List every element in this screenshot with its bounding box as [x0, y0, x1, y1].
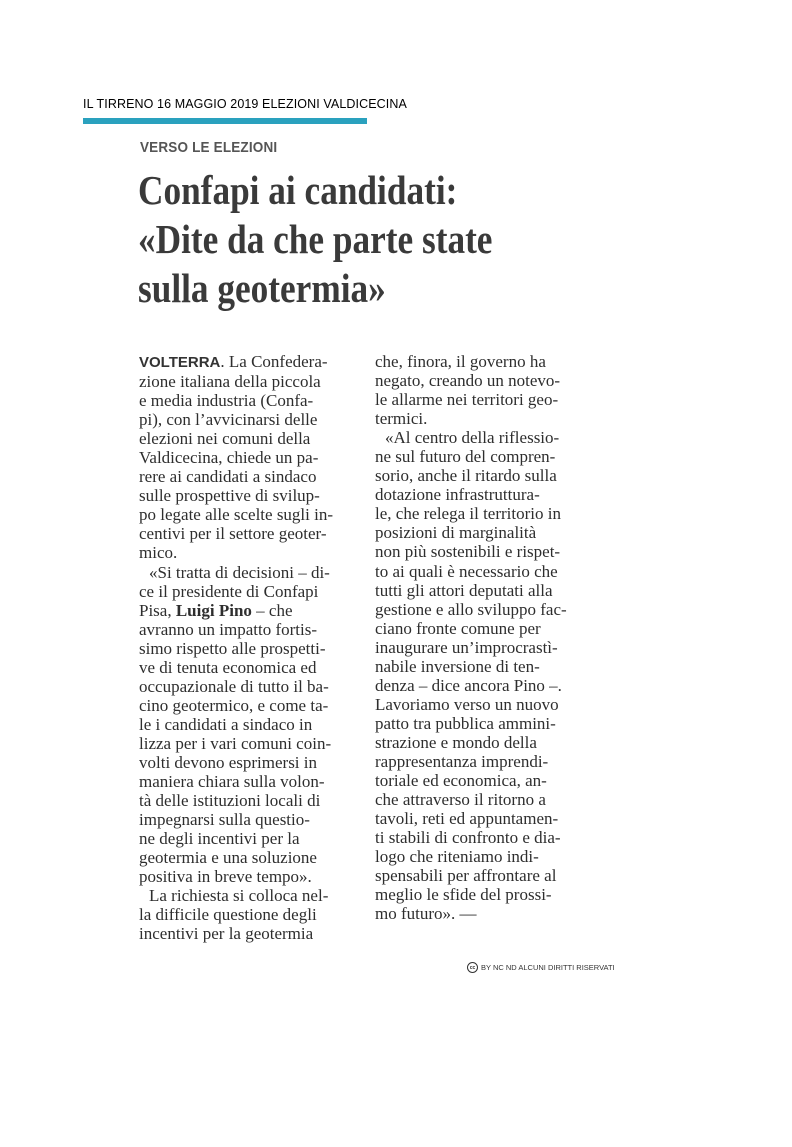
article-kicker: VERSO LE ELEZIONI	[140, 139, 278, 156]
copyright-text: BY NC ND ALCUNI DIRITTI RISERVATI	[481, 963, 615, 972]
text-line: nabile inversione di ten-	[375, 656, 540, 676]
text-line: mico.	[139, 543, 178, 563]
text-line: rere ai candidati a sindaco	[139, 467, 317, 487]
text-line: geotermia e una soluzione	[139, 848, 317, 868]
text-line: pi), con l’avvicinarsi delle	[139, 410, 318, 430]
text-line: Pisa, Luigi Pino – che	[139, 600, 293, 620]
headline-line: «Dite da che parte state	[138, 216, 493, 262]
text-line: sorio, anche il ritardo sulla	[375, 466, 557, 486]
text-line: VOLTERRA. La Confedera-	[139, 352, 328, 371]
text-line: occupazionale di tutto il ba-	[139, 676, 329, 696]
text-line: tutti gli attori deputati alla	[375, 580, 553, 600]
text-line: La richiesta si colloca nel-	[149, 886, 329, 906]
text-line: maniera chiara sulla volon-	[139, 772, 325, 792]
text-line: gestione e allo sviluppo fac-	[375, 599, 567, 619]
text-line: ve di tenuta economica ed	[139, 657, 317, 677]
text-line: logo che riteniamo indi-	[375, 847, 539, 867]
text-line: tavoli, reti ed appuntamen-	[375, 809, 559, 829]
text-line: elezioni nei comuni della	[139, 429, 311, 449]
text-line: toriale ed economica, an-	[375, 771, 547, 791]
text-line: sulle prospettive di svilup-	[139, 486, 320, 506]
text-line: e media industria (Confa-	[139, 391, 314, 411]
text-line: incentivi per la geotermia	[139, 924, 314, 944]
text-line: simo rispetto alle prospetti-	[139, 638, 326, 658]
text-line: «Al centro della riflessio-	[385, 428, 560, 448]
article-headline	[138, 166, 618, 313]
text-line: ce il presidente di Confapi	[139, 581, 319, 601]
text-line: volti devono esprimersi in	[139, 752, 318, 772]
text-line: rappresentanza imprendi-	[375, 751, 549, 771]
headline-line: sulla geotermia»	[138, 265, 386, 311]
text-line: posizioni di marginalità	[375, 523, 537, 543]
copyright-notice	[467, 962, 615, 973]
text-line: mo futuro». —	[375, 904, 477, 924]
text-line: ne degli incentivi per la	[139, 829, 300, 849]
text-line: ne sul futuro del compren-	[375, 447, 556, 467]
text-line: le allarme nei territori geo-	[375, 390, 559, 410]
text-line: termici.	[375, 409, 428, 429]
text-line: meglio le sfide del prossi-	[375, 885, 552, 905]
text-line: dotazione infrastruttura-	[375, 485, 540, 505]
text-line: patto tra pubblica ammini-	[375, 713, 556, 733]
text-line: strazione e mondo della	[375, 732, 537, 752]
dateline: VOLTERRA	[139, 354, 221, 371]
text-line: zione italiana della piccola	[139, 372, 321, 392]
article-column-left	[139, 352, 361, 943]
text-line: «Si tratta di decisioni – di-	[149, 562, 330, 582]
text-line: che, finora, il governo ha	[375, 352, 546, 371]
text-line: spensabili per affrontare al	[375, 866, 557, 886]
text-line: avranno un impatto fortis-	[139, 619, 317, 639]
text-line: Lavoriamo verso un nuovo	[375, 694, 559, 714]
text-line: centivi per il settore geoter-	[139, 524, 327, 544]
text-line: cino geotermico, e come ta-	[139, 695, 329, 715]
text-line: ti stabili di confronto e dia-	[375, 828, 561, 848]
text-line: le i candidati a sindaco in	[139, 714, 313, 734]
text-line: po legate alle scelte sugli in-	[139, 505, 334, 525]
text-line: non più sostenibili e rispet-	[375, 542, 561, 562]
text-line: Valdicecina, chiede un pa-	[139, 448, 319, 468]
cc-icon: cc	[467, 962, 478, 973]
text-line: che attraverso il ritorno a	[375, 790, 546, 810]
headline-line: Confapi ai candidati:	[138, 167, 458, 213]
article-column-right	[375, 352, 597, 923]
text-line: negato, creando un notevo-	[375, 371, 561, 391]
text-line: inaugurare un’improcrastì-	[375, 637, 558, 657]
text-line: positiva in breve tempo».	[139, 867, 312, 887]
text-line: lizza per i vari comuni coin-	[139, 733, 332, 753]
text-line: ciano fronte comune per	[375, 618, 541, 638]
text-line: denza – dice ancora Pino –.	[375, 675, 562, 695]
text-line: tà delle istituzioni locali di	[139, 791, 321, 811]
page-header: IL TIRRENO 16 MAGGIO 2019 ELEZIONI VALDICECINA	[83, 97, 407, 111]
text-line: to ai quali è necessario che	[375, 561, 558, 581]
text-line: impegnarsi sulla questio-	[139, 810, 310, 830]
speaker-name: Luigi Pino	[175, 600, 252, 620]
text-line: le, che relega il territorio in	[375, 504, 561, 524]
accent-rule	[83, 118, 367, 124]
text-line: la difficile questione degli	[139, 905, 317, 925]
